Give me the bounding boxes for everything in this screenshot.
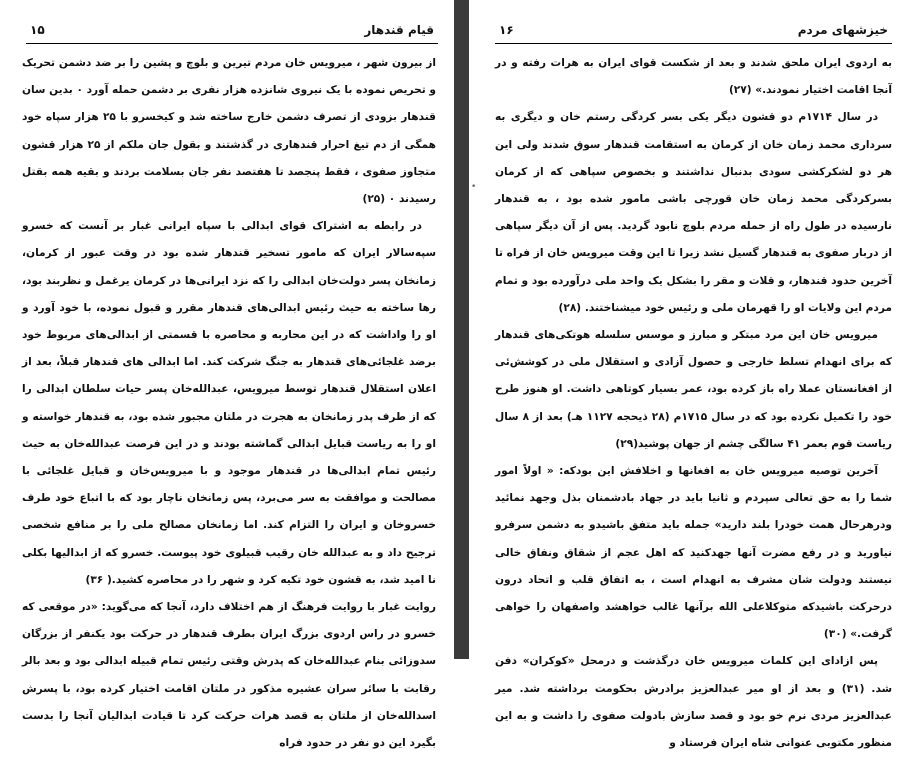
scan-speck: • [471,182,477,192]
left-paragraph-2: در رابطه به اشتراک قوای ابدالی با سپاه ایرانی غبار بر آنست که خسرو سپه‌سالار ایران که مامور تسخیر قندهار شده بود در وقت عبور از کرمان، زمانخان پسر دولت‌خان ابدالی را که نزد ایرانی‌ها در کرمان یرغمل و نظربند بود، رها ساخته به حیث رئیس ابدالی‌های قندهار مقرر و قبول نموده، با خود آورد و او را واداشت که در این محاربه و محاصره با قسمتی از ابدالی‌های مربوط خود برضد غلجائی‌های قندهار به جنگ شرکت کند. اما ابدالی های قندهار قبلاً، بعد از اعلان استقلال قندهار توسط میرویس، عبدالله‌خان پسر حیات سلطان ابدالی را که از طرف پدر زمانخان به هجرت در ملتان مجبور شده بود، به قندهار خواسته و او را به ریاست قبایل ابدالی گماشته بودند و در این فرصت عبدالله‌خان به حیث رئیس تمام ابدالی‌ها در قندهار موجود و با میرویس‌خان و قبایل غلجائی با مصالحت و موافقت به سر می‌برد، پس زمانخان ناچار بود که با اتباع خود طرف خسروخان و ایران را التزام کند. اما زمانخان مصالح ملی را بر منافع شخصی ترجیح داد و به عبدالله خان رقیب قبیلوی خود پیوست. خسرو که از ابدالیها بکلی نا امید شد، به قشون خود تکیه کرد و شهر را در محاصره کشید.( ۳۶) [22,220,436,586]
left-page-header [26,23,438,44]
left-paragraph-3: روایت غبار با روایت فرهنگ از هم اختلاف دارد، آنجا که می‌گوید: «در موقعی که خسرو در راس اردوی بزرگ ایران بطرف قندهار در حرکت بود یکنفر از بزرگان سدوزائی بنام عبدالله‌خان که پدرش وقتی رئیس تمام قبیله ابدالی بود و بعد بالر رقابت با سائر سران عشیره مذکور در ملتان اقامت اختیار کرده بود، با پسرش اسدالله‌خان از ملتان به قصد هرات حرکت کرد تا قیادت ابدالیان آنجا را بدست بگیرد این دو نفر در حدود فراه [22,601,436,750]
left-page-number: ۱۵ [30,23,45,37]
book-spine-gutter [454,0,469,659]
right-page [469,0,912,750]
right-paragraph-5: پس ازادای این کلمات میرویس خان درگذشت و درمحل «کوکران» دفن شد. (۳۱) و بعد از او میر عبدالعزیز برادرش بحکومت برداشته شد. میر عبدالعزیز مردی نرم خو بود و قصد سازش بادولت صفوی را داشت و به این منظور مکتوبی عنوانی شاه ایران فرستاد و [495,655,892,750]
left-page-body [22,50,436,757]
right-paragraph-4: آخرین توصیه میرویس خان به افغانها و اخلافش این بودکه: « اولاً امور شما را به حق تعالی سپردم و ثانیا باید در جهاد بادشمنان بذل وجهد نمائید ودرهرحال همت خودرا بلند دارید» جمله باید متفق باشیدو به دشمن سرفرو نیاورید و در رفع مضرت آنها جهدکنید که اهل عجم از شقاق ونفاق خالی نیستند ودولت شان مشرف به انهدام است ، به اتفاق قلب و اتحاد درون درحرکت باشیدکه متوکلاعلی الله برآنها غالب خواهشد واصفهان را خواهی گرفت.» (۳۰) [495,465,892,641]
right-page-body [495,50,892,757]
right-page-number: ۱۶ [499,23,514,37]
left-paragraph-1: از بیرون شهر ، میرویس خان مردم تیرین و بلوچ و پشین را بر ضد دشمن تحریک و تحریص نموده با یک نیروی شانزده هزار نفری بر دشمن حمله آورد ٠ بدین سان قندهار بزودی از تصرف دشمن خارج ساخته شد و کیخسرو با ۲۵ هزار سپاه خود همگی از دم تیغ احرار قندهاری در گذشتند و بقول جان ملکم از ۲۵ هزار قشون متجاوز صفوی ، فقط پنجصد تا هفتصد نفر جان بسلامت بردند و بقیه همه بقتل رسیدند ٠ (۲۵) [22,57,436,206]
left-running-title: قیام قندهار [364,23,434,37]
right-paragraph-1: به اردوی ایران ملحق شدند و بعد از شکست قوای ایران به هرات رفته و در آنجا اقامت اختیار نمودند.» (۲۷) [495,57,892,97]
right-page-header [495,23,892,44]
right-paragraph-2: در سال ۱۷۱۴م دو قشون دیگر یکی بسر کردگی رستم خان و دیگری به سرداری محمد زمان خان از کرمان به استقامت قندهار سوق شدند ولی این هر دو لشکرکشی سودی بدنبال نداشتند و بخصوص سپاهی که از کرمان بسرکردگی محمد زمان خان قورچی باشی مامور شده بود ، به قندهار نارسیده در طول راه از حمله مردم بلوچ نابود گردید. پس از آن دیگر سپاهی از دربار صفوی به قندهار گسیل نشد زیرا تا این وقت میرویس خان از فراه تا آخرین حدود قندهار، و قلات و مقر را بشکل یک واحد ملی درآورده بود و تمام مردم این ولایات او را قهرمان ملی و رئیس خود میشناختند. (۲۸) [495,111,892,314]
right-paragraph-3: میرویس خان این مرد مبتکر و مبارز و موسس سلسله هوتکی‌های قندهار که برای انهدام تسلط خارجی و حصول آزادی و استقلال ملی در کوشش‌ئی از افغانستان عملا راه باز کرده بود، عمر بسیار کوتاهی داشت. او هنوز طرح خود را تکمیل نکرده بود که در سال ۱۷۱۵م (۲۸ ذیحجه ۱۱۲۷ هـ) بعد از ۸ سال ریاست قوم بعمر ۴۱ سالگی چشم از جهان پوشید(۲۹) [495,329,892,450]
right-running-title: خیزشهای مردم [797,23,888,37]
left-page [0,0,454,750]
